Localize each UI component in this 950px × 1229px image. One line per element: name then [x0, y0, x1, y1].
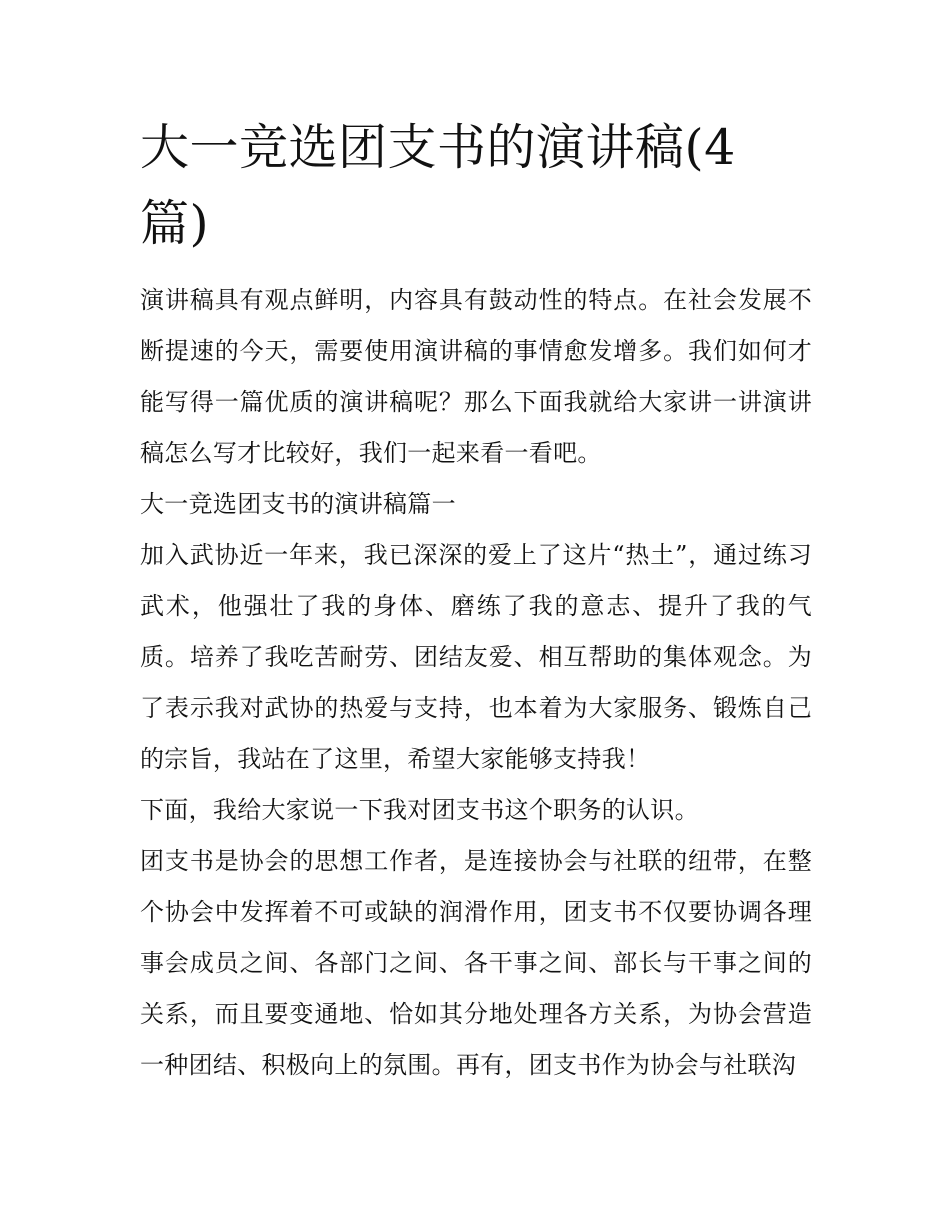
intro-paragraph: 演讲稿具有观点鲜明，内容具有鼓动性的特点。在社会发展不断提速的今天，需要使用演讲稿的事情愈发增多。我们如何才能写得一篇优质的演讲稿呢？那么下面我就给大家讲一讲演讲稿怎么写才比较好，我们一起来看一看吧。 [140, 286, 812, 467]
document-body [140, 275, 812, 1091]
body-paragraph: 团支书是协会的思想工作者，是连接协会与社联的纽带，在整个协会中发挥着不可或缺的润滑作用，团支书不仅要协调各理事会成员之间、各部门之间、各干事之间、部长与干事之间的关系，而且要变通地、恰如其分地处理各方关系，为协会营造一种团结、积极向上的氛围。再有，团支书作为协会与社联沟 [140, 847, 812, 1079]
section-heading: 大一竞选团支书的演讲稿篇一 [140, 490, 456, 518]
body-paragraph: 加入武协近一年来，我已深深的爱上了这片“热土”，通过练习武术，他强壮了我的身体、磨练了我的意志、提升了我的气质。培养了我吃苦耐劳、团结友爱、相互帮助的集体观念。为了表示我对武协的热爱与支持，也本着为大家服务、锻炼自己的宗旨，我站在了这里，希望大家能够支持我！ [140, 541, 812, 773]
body-paragraph: 下面，我给大家说一下我对团支书这个职务的认识。 [140, 796, 699, 824]
document-title: 大一竞选团支书的演讲稿(4篇) [140, 119, 736, 252]
